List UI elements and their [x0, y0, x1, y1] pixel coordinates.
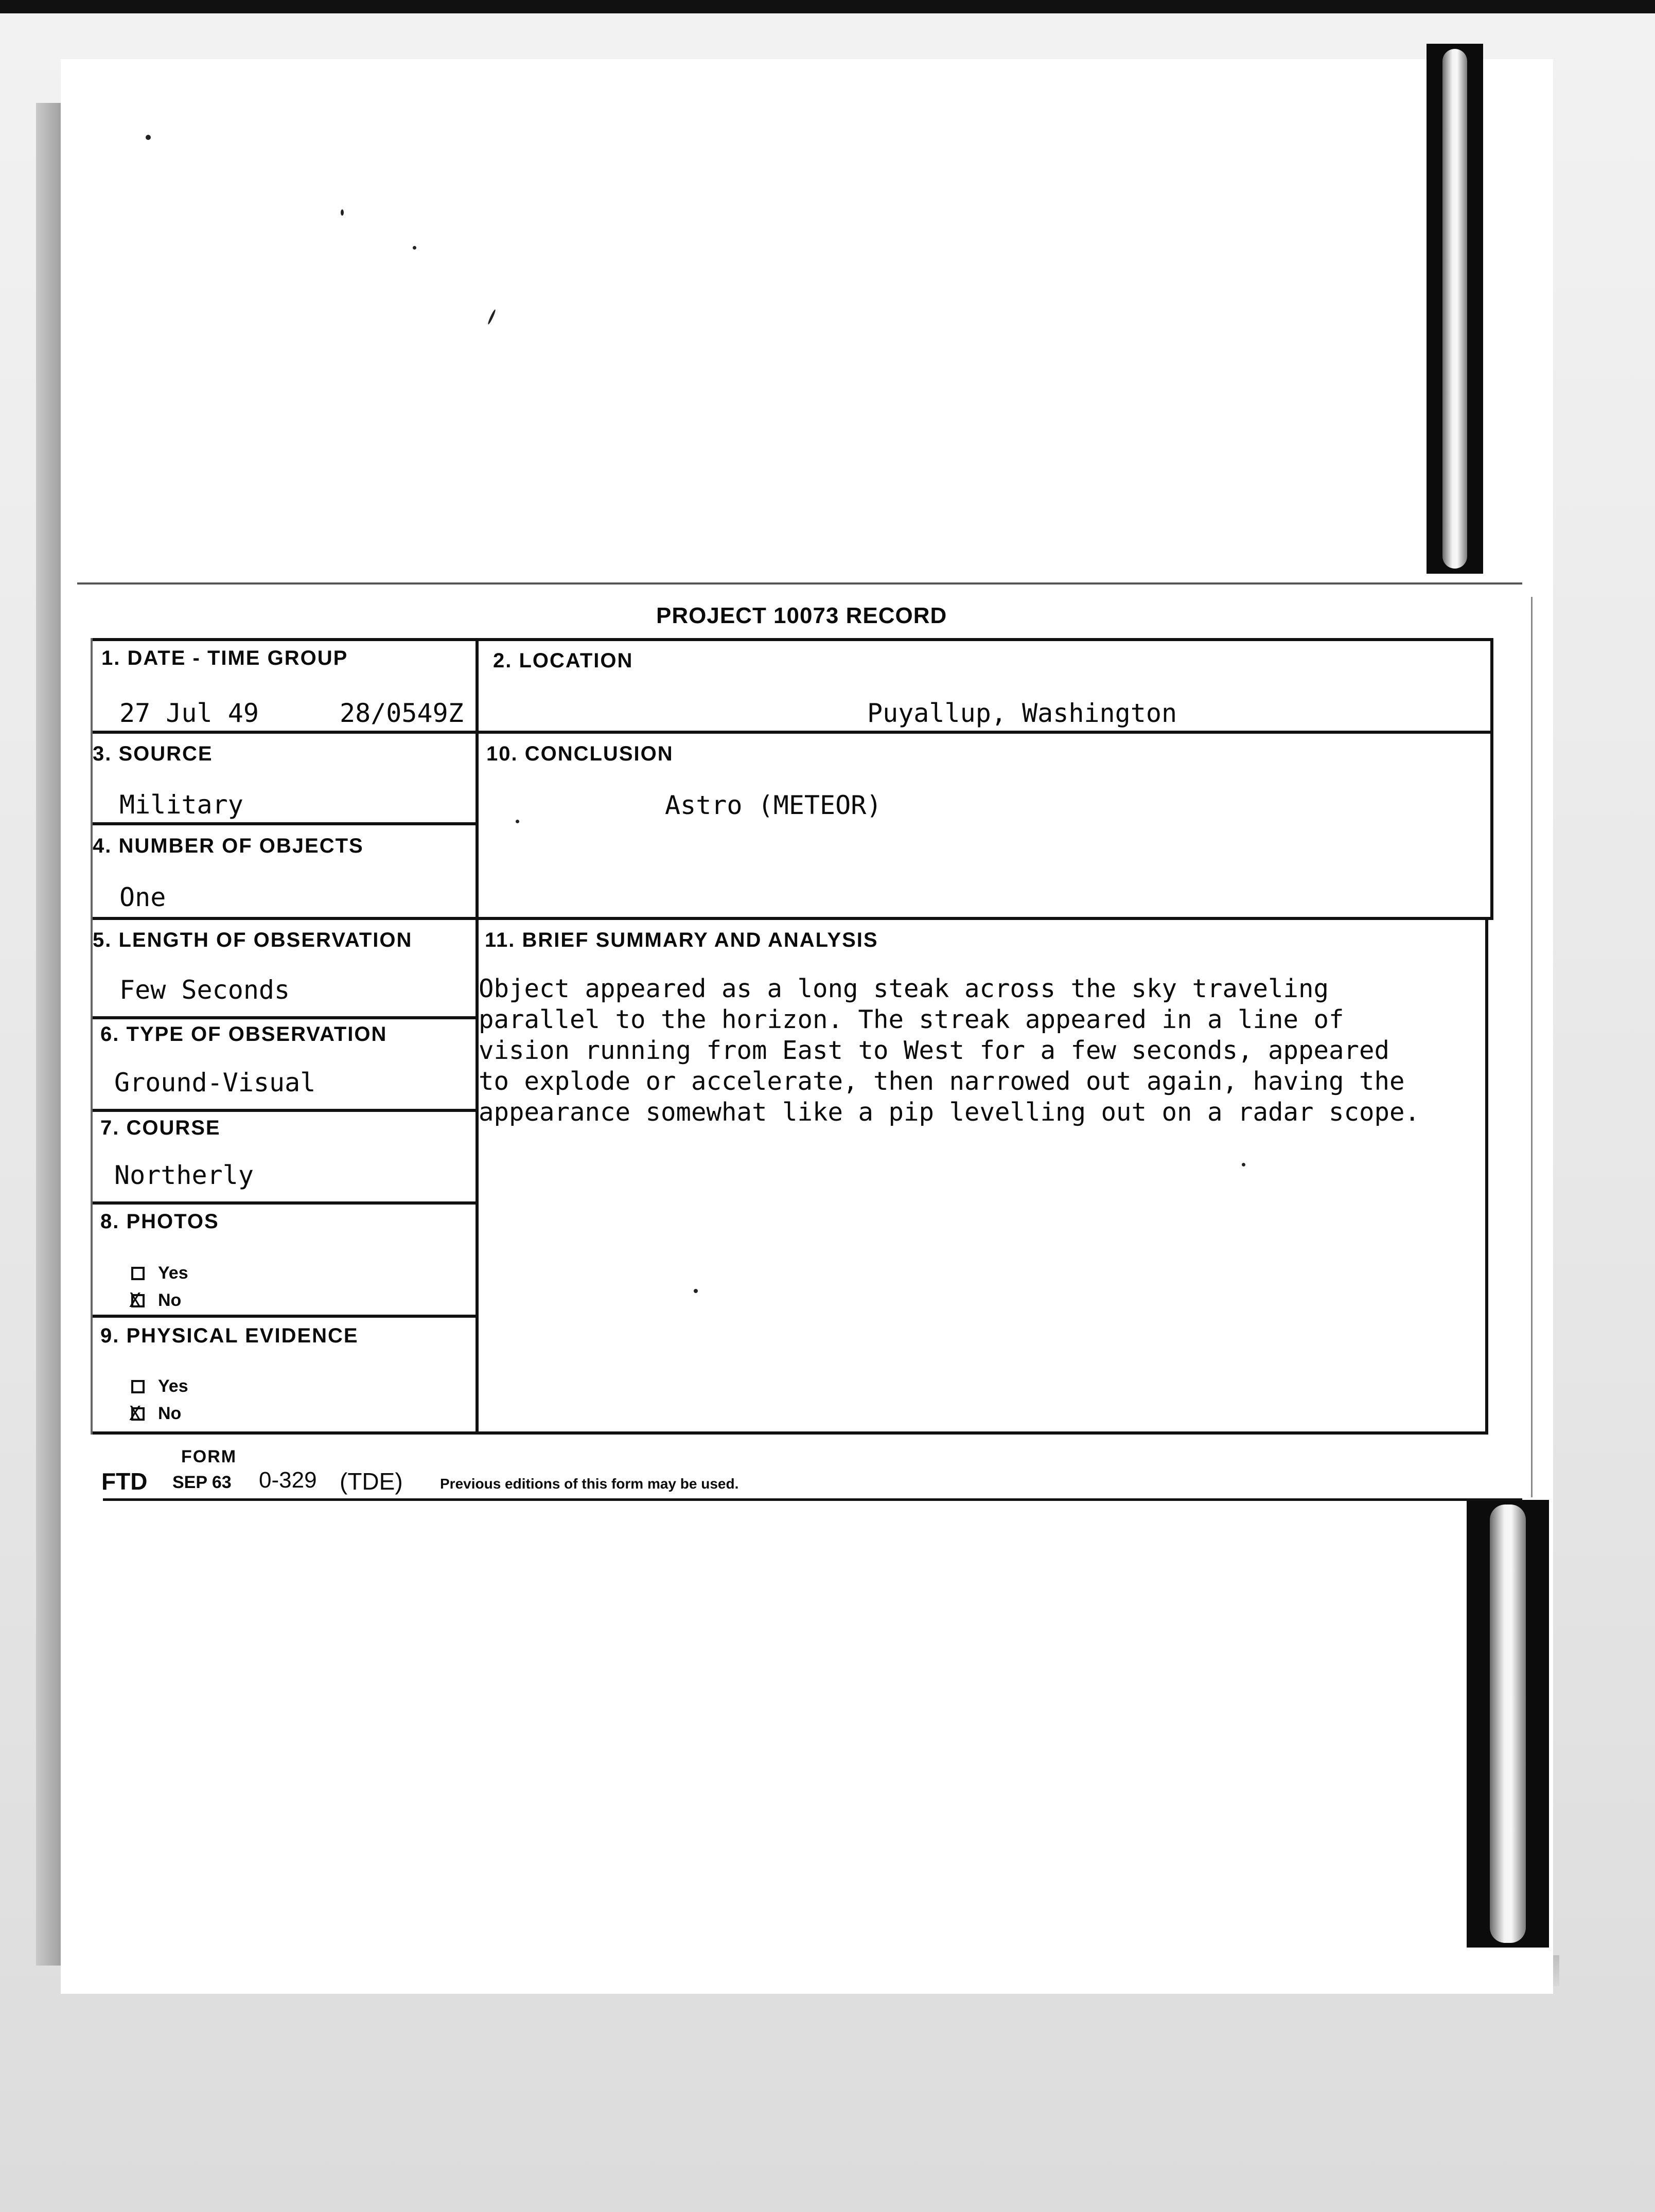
physical-evidence-no-checkbox	[131, 1407, 145, 1421]
footer-rule	[103, 1498, 1522, 1501]
footer-note: Previous editions of this form may be used.	[440, 1476, 739, 1492]
footer-form-word: FORM	[181, 1447, 237, 1466]
scan-speck	[341, 209, 344, 216]
physical-evidence-yes-label: Yes	[158, 1376, 188, 1396]
footer-office: (TDE)	[340, 1468, 403, 1495]
film-edge-bottom	[1467, 1500, 1549, 1948]
number-of-objects-label: 4. NUMBER OF OBJECTS	[93, 835, 364, 857]
row-divider-5	[93, 1109, 477, 1112]
summary-line: appearance somewhat like a pip levelling out on a radar scope.	[479, 1098, 1420, 1127]
row-divider-7	[93, 1315, 477, 1318]
location-value: Puyallup, Washington	[867, 698, 1177, 728]
physical-evidence-yes-checkbox	[131, 1380, 145, 1393]
photos-yes-checkbox	[131, 1267, 145, 1280]
conclusion-value: Astro (METEOR)	[665, 790, 882, 820]
footer-ftd: FTD	[101, 1468, 148, 1495]
form-border-bottom	[93, 1431, 1487, 1435]
photos-yes-option	[131, 1263, 188, 1283]
film-edge-top	[1427, 44, 1483, 574]
type-of-observation-value: Ground-Visual	[114, 1068, 316, 1098]
length-of-observation-label: 5. LENGTH OF OBSERVATION	[93, 929, 413, 951]
physical-evidence-no-label: No	[158, 1404, 182, 1423]
date-time-group-label: 1. DATE - TIME GROUP	[101, 647, 348, 669]
scan-speck	[516, 820, 519, 823]
location-label: 2. LOCATION	[493, 649, 633, 672]
summary-line: parallel to the horizon. The streak appeared in a line of	[479, 1005, 1344, 1034]
length-of-observation-value: Few Seconds	[119, 975, 290, 1005]
physical-evidence-label: 9. PHYSICAL EVIDENCE	[100, 1324, 359, 1347]
row-divider-6	[93, 1201, 477, 1205]
type-of-observation-label: 6. TYPE OF OBSERVATION	[100, 1023, 388, 1046]
form-border-right-lower	[1485, 917, 1488, 1435]
photos-yes-label: Yes	[158, 1263, 188, 1283]
scan-speck	[146, 135, 151, 140]
row-divider-4	[93, 1016, 477, 1019]
scan-speck	[1242, 1163, 1245, 1166]
number-of-objects-value: One	[119, 882, 166, 912]
scan-speck	[694, 1289, 698, 1293]
conclusion-label: 10. CONCLUSION	[486, 742, 674, 765]
row-divider-3	[93, 917, 1493, 920]
summary-line: to explode or accelerate, then narrowed out again, having the	[479, 1067, 1405, 1096]
footer-form-number: 0-329	[259, 1467, 317, 1493]
photos-label: 8. PHOTOS	[100, 1210, 219, 1233]
scan-speck	[413, 246, 416, 250]
form-border-top	[93, 638, 1493, 641]
summary-line: Object appeared as a long steak across the sky traveling	[479, 974, 1329, 1003]
physical-evidence-no-option	[131, 1404, 181, 1424]
scan-top-edge	[0, 0, 1655, 13]
source-label: 3. SOURCE	[93, 742, 213, 765]
row-divider-2	[93, 822, 477, 825]
summary-label: 11. BRIEF SUMMARY AND ANALYSIS	[485, 929, 878, 951]
source-value: Military	[119, 790, 243, 820]
photos-no-checkbox	[131, 1294, 145, 1307]
time-value: 28/0549Z	[340, 698, 464, 728]
summary-line: vision running from East to West for a few seconds, appeared	[479, 1036, 1390, 1065]
footer-date: SEP 63	[172, 1473, 232, 1492]
top-rule	[77, 582, 1522, 585]
form-border-right-upper	[1490, 638, 1493, 920]
course-value: Northerly	[114, 1160, 254, 1190]
photos-no-label: No	[158, 1290, 182, 1310]
row-divider-1	[93, 731, 1493, 734]
physical-evidence-yes-option	[131, 1376, 188, 1396]
photos-no-option	[131, 1290, 181, 1311]
date-value: 27 Jul 49	[119, 698, 259, 728]
course-label: 7. COURSE	[100, 1117, 221, 1139]
form-title: PROJECT 10073 RECORD	[656, 603, 947, 628]
outer-edge-line	[1531, 597, 1533, 1497]
